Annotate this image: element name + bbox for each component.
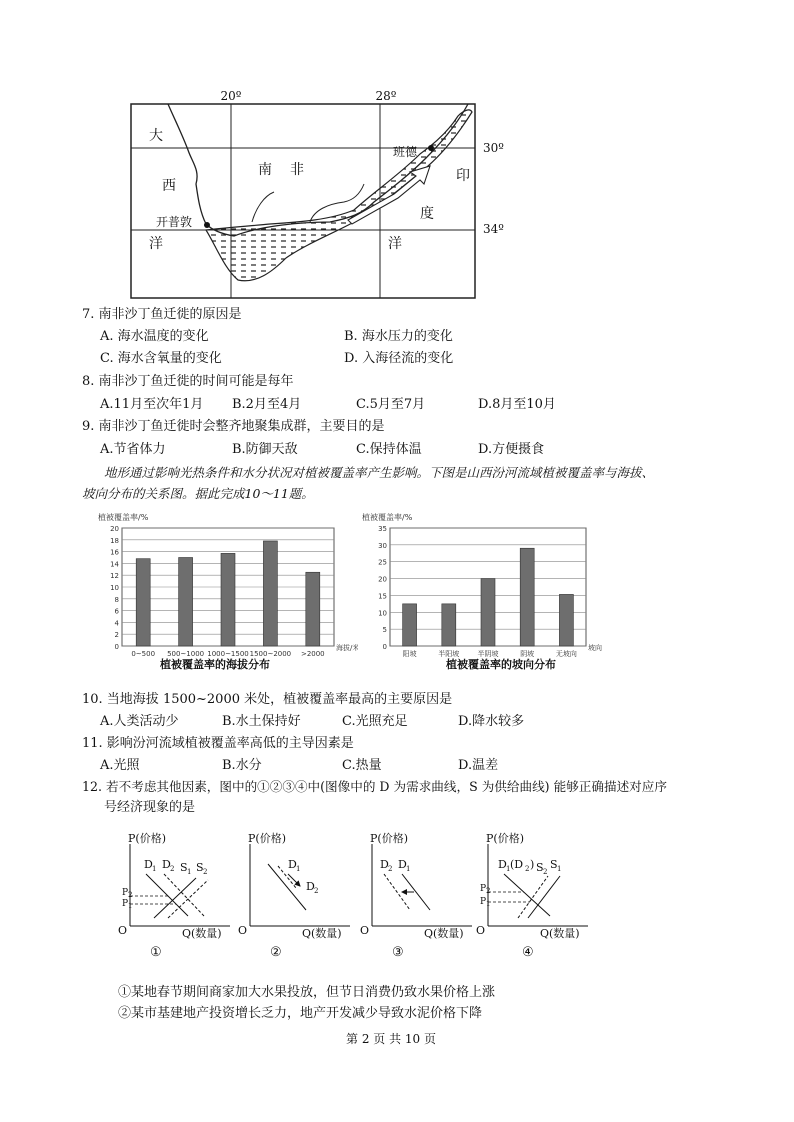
chart0-ytick-label: 12 [110,572,119,581]
label-kaipudun: 开普敦 [156,215,193,229]
chart0-bar [263,541,277,646]
chart1-ytick-label: 25 [378,558,387,567]
label-bande: 班德 [393,145,418,159]
lon-right-label: 28º [375,89,397,103]
q7-option-b[interactable]: B. 海水压力的变化 [344,329,453,344]
svg-text:1: 1 [406,865,411,873]
graph4-d1: D [498,858,507,871]
chart1-xtick-label: 无坡向 [555,650,577,658]
svg-text:1: 1 [296,865,301,873]
intro-line-2: 坡向分布的关系图。据此完成10～11题。 [82,486,314,501]
graph4-p2: P [480,884,487,894]
graph4-number: ④ [522,945,534,960]
chart0-ytick-label: 8 [114,595,119,604]
graph4-p-axis: P(价格) [486,832,524,845]
sd-graph-1 [118,831,230,960]
q11-option-c[interactable]: C.热量 [342,758,382,773]
q10-option-b[interactable]: B.水土保持好 [222,714,301,729]
supply-demand-graphs [110,830,600,960]
label-du: 度 [420,206,434,222]
chart1-bar [442,604,456,646]
q8-option-b[interactable]: B.2月至4月 [232,397,302,412]
lat-bottom-label: 34º [483,222,504,236]
graph4-q-axis: Q(数量) [540,927,580,940]
q8-option-c[interactable]: C.5月至7月 [356,397,426,412]
chart0-bar [136,559,150,646]
chart1-ytick-label: 20 [378,575,387,584]
sd-graph-3 [360,831,472,960]
q12-stem-line-2: 号经济现象的是 [104,800,196,815]
q9-stem: 9. 南非沙丁鱼迁徙时会整齐地聚集成群，主要目的是 [82,419,385,434]
graph2-d1: D [288,858,297,871]
chart1-bar [403,604,417,646]
chart-altitude-title: 植被覆盖率的海拔分布 [160,658,270,671]
chart0-bar [179,558,193,647]
chart0-xlabel: 海拔/米 [336,644,358,652]
label-yang-east: 洋 [388,236,402,252]
graph1-number: ① [150,945,162,960]
capetown-dot [204,222,210,228]
graph2-d2: D [306,880,315,893]
label-da: 大 [149,128,163,144]
q8-stem: 8. 南非沙丁鱼迁徙的时间可能是每年 [82,374,294,389]
q11-option-d[interactable]: D.温差 [458,758,499,773]
svg-text:1: 1 [152,865,157,873]
q10-option-c[interactable]: C.光照充足 [342,714,408,729]
svg-text:): ) [530,858,535,871]
sd-graph-4 [476,831,588,960]
graph4-d12: (D [510,858,524,871]
graph4-p1: P [480,897,487,907]
graph3-origin: O [360,924,370,937]
chart1-bar [559,594,573,646]
label-xi: 西 [162,178,176,194]
svg-text:1: 1 [557,865,562,873]
chart0-xtick-label: 1500~2000 [249,650,292,658]
graph3-p-axis: P(价格) [370,832,408,845]
label-yang-west: 洋 [149,236,163,252]
chart1-ytick-label: 30 [378,541,387,550]
graph3-d1: D [398,858,407,871]
label-fei: 非 [290,162,304,178]
chart1-xlabel: 坡向 [588,644,602,652]
map-svg [130,88,490,300]
q7-option-d[interactable]: D. 入海径流的变化 [344,351,454,366]
bande-dot [428,145,434,151]
southern-africa-map [130,88,490,300]
svg-text:2: 2 [543,868,548,876]
chart0-bar [221,553,235,646]
chart0-ytick-label: 20 [110,525,119,533]
lat-top-label: 30º [483,141,504,155]
label-nan: 南 [258,162,272,178]
map-frame [131,104,475,298]
chart0-xtick-label: 0~500 [131,650,156,658]
chart0-xtick-label: >2000 [300,650,325,658]
chart0-bar [306,572,320,646]
chart1-ytick-label: 15 [378,592,387,601]
svg-text:2: 2 [170,865,175,873]
svg-text:1: 1 [506,865,511,873]
svg-text:2: 2 [314,887,319,895]
graph1-origin: O [118,924,128,937]
aspect-chart-svg [360,510,620,660]
graph1-p-axis: P(价格) [128,832,166,845]
graph1-d1: D [144,858,153,871]
graph3-d2: D [380,858,389,871]
chart1-ytick-label: 10 [378,609,387,618]
graph1-s2: S [196,861,204,874]
graph2-p-axis: P(价格) [248,832,286,845]
q7-option-c[interactable]: C. 海水含氧量的变化 [100,351,222,366]
graph4-s1: S [550,858,558,871]
q7-option-a[interactable]: A. 海水温度的变化 [100,329,209,344]
q9-option-c[interactable]: C.保持体温 [356,442,422,457]
q10-option-a[interactable]: A.人类活动少 [100,714,179,729]
q12-stem-line-1: 12. 若不考虑其他因素，图中的①②③④中(图像中的 D 为需求曲线，S 为供给曲线) 能够正确描述对应序 [82,779,667,794]
graph1-d2: D [162,858,171,871]
label-yin: 印 [456,168,470,184]
chart1-xtick-label: 阳坡 [402,650,417,658]
chart1-bar [520,548,534,646]
chart0-ytick-label: 4 [114,619,119,628]
chart0-xtick-label: 1000~1500 [207,650,249,658]
q9-option-d[interactable]: D.方便摄食 [478,442,545,457]
q7-stem: 7. 南非沙丁鱼迁徙的原因是 [82,307,242,322]
q11-option-a[interactable]: A.光照 [100,758,140,773]
graph4-s2: S [536,861,544,874]
lon-left-label: 20º [220,89,242,103]
graph2-number: ② [270,945,282,960]
chart0-ytick-label: 16 [110,548,119,557]
chart0-ytick-label: 10 [110,584,119,592]
q8-option-d[interactable]: D.8月至10月 [478,397,556,412]
chart1-xtick-label: 半阳坡 [438,650,460,658]
svg-text:2: 2 [203,868,208,876]
svg-text:2: 2 [486,887,491,895]
chart0-ytick-label: 0 [114,643,119,651]
chart-aspect [360,510,620,660]
chart0-ytick-label: 6 [114,607,119,616]
chart0-xtick-label: 500~1000 [167,650,205,658]
q11-option-b[interactable]: B.水分 [222,758,262,773]
svg-text:2: 2 [525,865,530,873]
q9-option-b[interactable]: B.防御天敌 [232,442,298,457]
chart0-ytick-label: 14 [110,560,119,569]
chart1-ylabel: 植被覆盖率/% [362,513,413,522]
chart1-ytick-label: 35 [378,525,387,533]
chart-altitude [96,510,358,660]
chart0-ytick-label: 2 [114,631,119,640]
graph2-origin: O [238,924,248,937]
sd-graphs-svg [110,830,600,960]
chart0-ytick-label: 18 [110,536,119,545]
graph1-s1: S [180,861,188,874]
chart1-ytick-label: 5 [382,626,387,635]
page-footer: 第 2 页 共 10 页 [346,1032,436,1046]
sd-graph-2 [238,831,350,960]
chart1-xtick-label: 半阴坡 [477,650,499,658]
chart-aspect-title: 植被覆盖率的坡向分布 [446,658,556,671]
chart1-bar [481,579,495,646]
chart1-ytick-label: 0 [382,643,387,651]
graph2-q-axis: Q(数量) [302,927,342,940]
chart1-xtick-label: 阴坡 [520,650,535,658]
graph3-q-axis: Q(数量) [424,927,464,940]
q11-stem: 11. 影响汾河流域植被覆盖率高低的主导因素是 [82,736,354,751]
intro-line-1: 地形通过影响光热条件和水分状况对植被覆盖率产生影响。下图是山西汾河流域植被覆盖率与海拔、 [104,465,655,480]
svg-text:1: 1 [486,900,491,908]
graph3-number: ③ [392,945,404,960]
q9-option-a[interactable]: A.节省体力 [100,442,166,457]
graph1-p1: P [122,899,129,909]
svg-text:1: 1 [187,868,192,876]
statement-2: ②某市基建地产投资增长乏力，地产开发减少导致水泥价格下降 [118,1006,483,1021]
svg-text:1: 1 [128,902,133,910]
graph1-p2: P [122,888,129,898]
svg-text:2: 2 [128,891,133,899]
svg-text:2: 2 [388,865,393,873]
graph4-origin: O [476,924,486,937]
q10-stem: 10. 当地海拔 1500~2000 米处，植被覆盖率最高的主要原因是 [82,692,453,707]
chart0-ylabel: 植被覆盖率/% [98,513,149,522]
statement-1: ①某地春节期间商家加大水果投放，但节日消费仍致水果价格上涨 [118,985,496,1000]
q8-option-a[interactable]: A.11月至次年1月 [100,397,204,412]
q10-option-d[interactable]: D.降水较多 [458,714,525,729]
altitude-chart-svg [96,510,358,660]
graph1-q-axis: Q(数量) [182,927,222,940]
